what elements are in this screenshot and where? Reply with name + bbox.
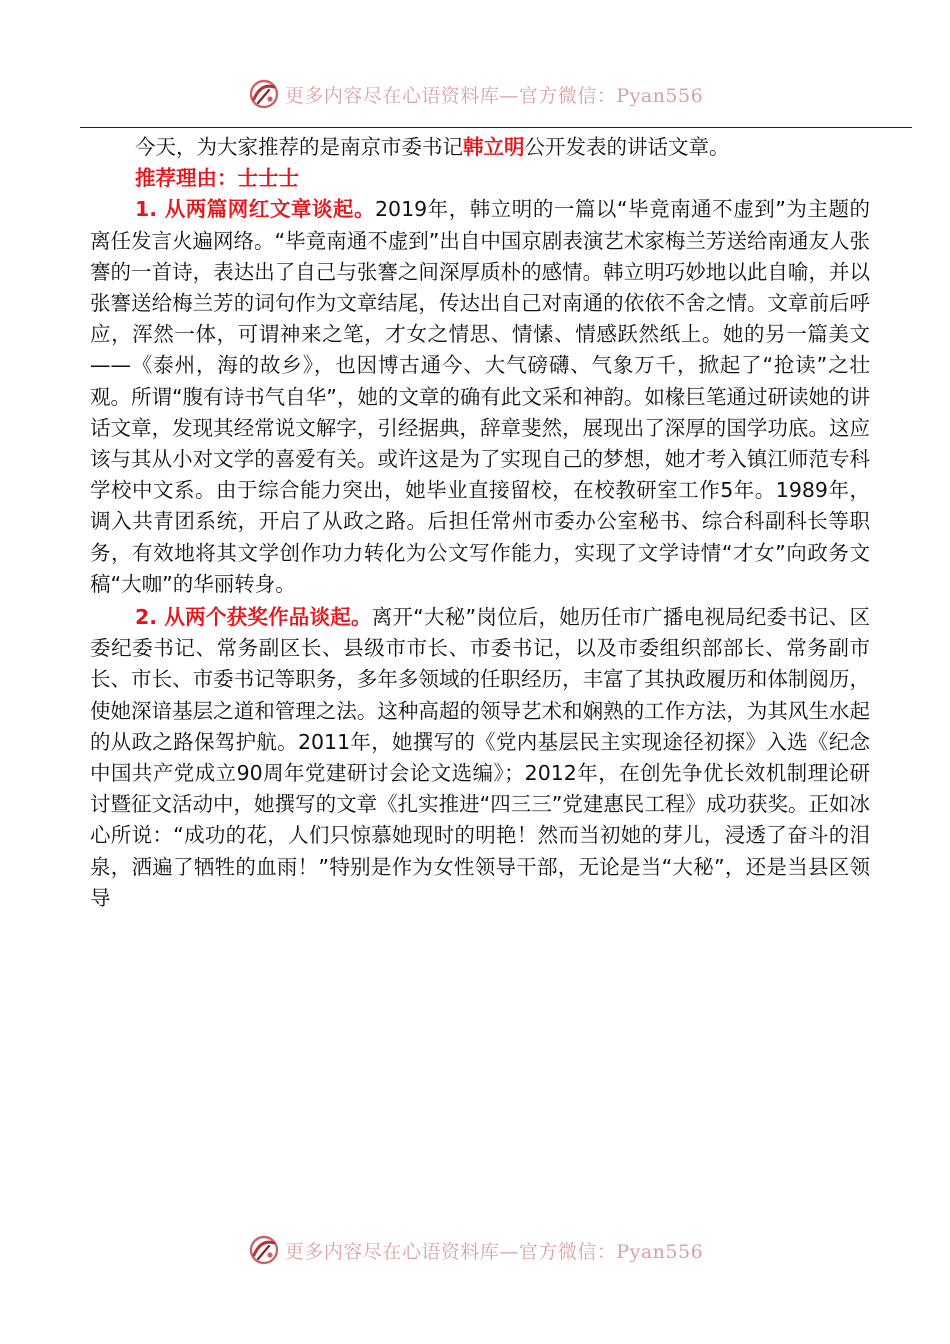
intro-text-before: 今天，为大家推荐的是南京市委书记	[135, 135, 463, 159]
footer-watermark	[0, 1230, 950, 1270]
reason-label	[90, 163, 870, 194]
section1-heading: 1. 从两篇网红文章谈起。	[135, 197, 375, 222]
section2-paragraph	[90, 602, 870, 914]
section2-body: 离开“大秘”岗位后，她历任市广播电视局纪委书记、区委纪委书记、常务副区长、县级市市长、市委书记，以及市委组织部部长、常务副市长、市长、市委书记等职务，多年多领域的任职经历，丰富了其执政履历和体制阅历，使她深谙基层之道和管理之法。这种高超的领导艺术和娴熟的工作方法，为其风生水起的从政之路保驾护航。2011年，她撰写的《党内基层民主实现途径初探》入选《纪念中国共产党成立90周年党建研讨会论文选编》；2012年，在创先争优长效机制理论研讨暨征文活动中，她撰写的文章《扎实推进“四三三”党建惠民工程》成功获奖。正如冰心所说：“成功的花，人们只惊慕她现时的明艳！然而当初她的芽儿，浸透了奋斗的泪泉，洒遍了牺牲的血雨！”特别是作为女性领导干部，无论是当“大秘”，还是当县区领导	[90, 605, 870, 910]
section1-body: 2019年，韩立明的一篇以“毕竟南通不虚到”为主题的离任发言火遍网络。“毕竟南通不虚到”出自中国京剧表演艺术家梅兰芳送给南通友人张謇的一首诗，表达出了自己与张謇之间深厚质朴的感情。韩立明巧妙地以此自喻，并以张謇送给梅兰芳的词句作为文章结尾，传达出自己对南通的依依不舍之情。文章前后呼应，浑然一体，可谓神来之笔，才女之情思、情愫、情感跃然纸上。她的另一篇美文——《泰州，海的故乡》，也因博古通今、大气磅礴、气象万千，掀起了“抢读”之壮观。所谓“腹有诗书气自华”，她的文章的确有此文采和神韵。如椽巨笔通过研读她的讲话文章，发现其经常说文解字，引经据典，辞章斐然，展现出了深厚的国学功底。这应该与其从小对文学的喜爱有关。或许这是为了实现自己的梦想，她才考入镇江师范专科学校中文系。由于综合能力突出，她毕业直接留校，在校教研室工作5年。1989年，调入共青团系统，开启了从政之路。后担任常州市委办公室秘书、综合科副科长等职务，有效地将其文学创作功力转化为公文写作能力，实现了文学诗情“才女”向政务文稿“大咖”的华丽转身。	[90, 197, 870, 596]
watermark-text: 更多内容尽在心语资料库—官方微信：Pyan556	[284, 1240, 704, 1263]
watermark-logo-icon	[247, 1233, 281, 1267]
section1-paragraph	[90, 194, 870, 600]
intro-paragraph	[90, 132, 870, 163]
document-body	[90, 132, 870, 916]
header-watermark	[0, 74, 950, 114]
watermark-text: 更多内容尽在心语资料库—官方微信：Pyan556	[284, 84, 704, 107]
intro-highlight-name: 韩立明	[463, 135, 525, 159]
header-divider	[80, 127, 912, 128]
watermark-logo-icon	[247, 77, 281, 111]
section2-heading: 2. 从两个获奖作品谈起。	[135, 605, 372, 630]
intro-text-after: 公开发表的讲话文章。	[524, 135, 730, 159]
reason-label-text: 推荐理由：士士士	[135, 166, 299, 191]
